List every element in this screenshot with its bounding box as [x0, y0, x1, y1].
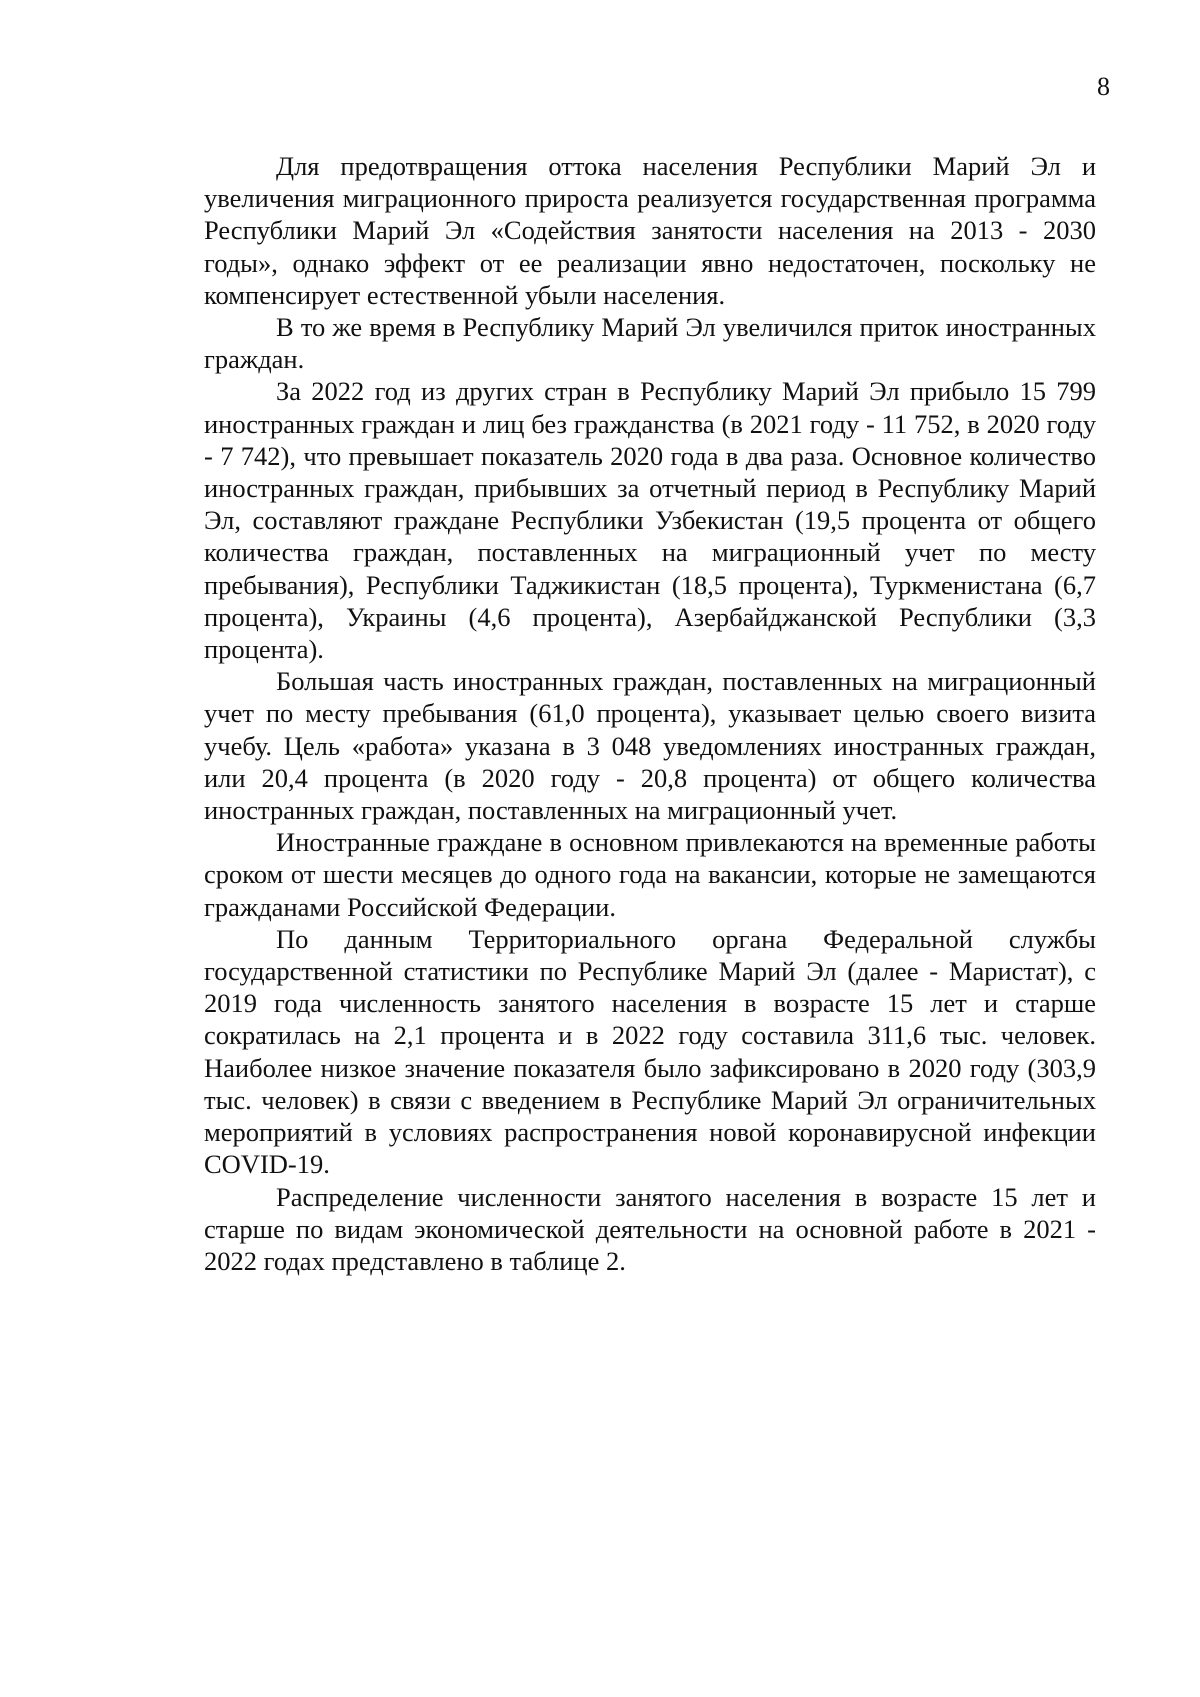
paragraph-table-reference: Распределение численности занятого населения в возрасте 15 лет и старше по видам экономической деятельности на основной работе в 2021 - 2022 годах представлено в таблице 2.: [204, 1181, 1096, 1276]
document-body: [204, 150, 1096, 1277]
page-number: 8: [1097, 72, 1110, 101]
paragraph-outflow-prevention: Для предотвращения оттока населения Республики Марий Эл и увеличения миграционного прироста реализуется государственная программа Республики Марий Эл «Содействия занятости населения на 2013 - 2030 годы», однако эффект от ее реализации явно недостаточен, поскольку не компенсирует естественной убыли населения.: [204, 151, 1096, 310]
paragraph-foreign-inflow: В то же время в Республику Марий Эл увеличился приток иностранных граждан.: [204, 312, 1096, 375]
paragraph-arrivals-2022: За 2022 год из других стран в Республику Марий Эл прибыло 15 799 иностранных граждан и лиц без гражданства (в 2021 году - 11 752, в 2020 году - 7 742), что превышает показатель 2020 года в два раза. Основное количество иностранных граждан, прибывших за отчетный период в Республику Марий Эл, составляют граждане Республики Узбекистан (19,5 процента от общего количества граждан, поставленных на миграционный учет по месту пребывания), Республики Таджикистан (18,5 процента), Туркменистана (6,7 процента), Украины (4,6 процента), Азербайджанской Республики (3,3 процента).: [204, 376, 1096, 665]
paragraph-visit-purpose: Большая часть иностранных граждан, поставленных на миграционный учет по месту пребывания (61,0 процента), указывает целью своего визита учебу. Цель «работа» указана в 3 048 уведомлениях иностранных граждан, или 20,4 процента (в 2020 году - 20,8 процента) от общего количества иностранных граждан, поставленных на миграционный учет.: [204, 666, 1096, 826]
paragraph-employment-statistics: По данным Территориального органа Федеральной службы государственной статистики по Республике Марий Эл (далее - Маристат), с 2019 года численность занятого населения в возрасте 15 лет и старше сократилась на 2,1 процента и в 2022 году составила 311,6 тыс. человек. Наиболее низкое значение показателя было зафиксировано в 2020 году (303,9 тыс. человек) в связи с введением в Республике Марий Эл ограничительных мероприятий в условиях распространения новой коронавирусной инфекции COVID-19.: [204, 923, 1096, 1180]
paragraph-temporary-work: Иностранные граждане в основном привлекаются на временные работы сроком от шести месяцев до одного года на вакансии, которые не замещаются гражданами Российской Федерации.: [204, 827, 1096, 922]
